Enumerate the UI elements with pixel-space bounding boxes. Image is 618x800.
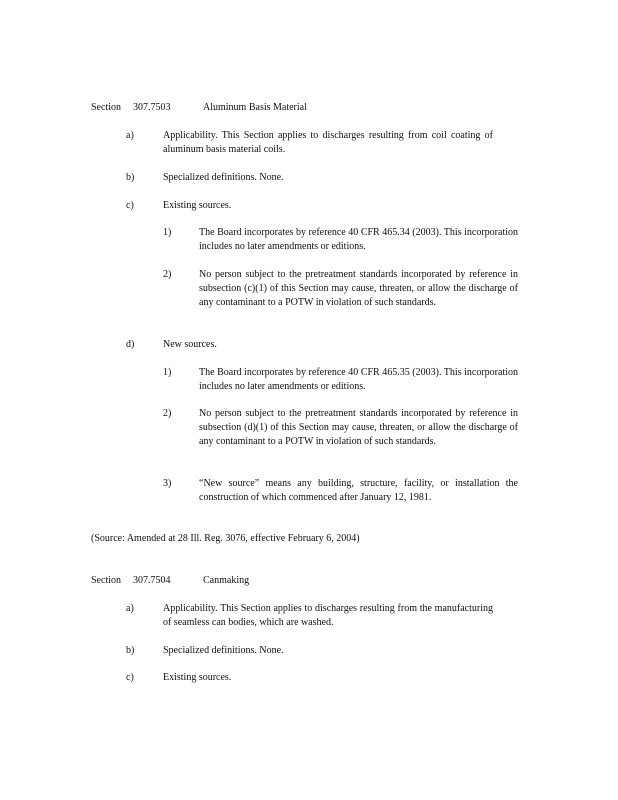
subsection-b-marker: b) [126,172,135,183]
canmaking-subsection-c-text: Existing sources. [163,672,232,683]
canmaking-subsection-a-marker: a) [126,603,134,614]
subsection-d3-text: “New source” means any building, structure, facility, or installation the construction of which commenced after January 12, 1981. [199,478,518,503]
subsection-d1-marker: 1) [163,367,172,378]
section-title: Aluminum Basis Material [203,102,307,113]
subsection-c1-text: The Board incorporates by reference 40 CFR 465.34 (2003). This incorporation includes no later amendments or editions. [199,227,518,252]
subsection-c-text: Existing sources. [163,200,232,211]
section-7504-heading [91,574,249,588]
subsection-c-marker: c) [126,200,134,211]
source-note: (Source: Amended at 28 Ill. Reg. 3076, effective February 6, 2004) [91,533,360,544]
subsection-a-marker: a) [126,130,134,141]
section-title: Canmaking [203,575,250,586]
subsection-d-marker: d) [126,339,135,350]
subsection-c1-marker: 1) [163,227,172,238]
canmaking-subsection-c-marker: c) [126,672,134,683]
subsection-b-text: Specialized definitions. None. [163,172,284,183]
subsection-a-text: Applicability. This Section applies to discharges resulting from coil coating of aluminum basis material coils. [163,130,493,155]
section-7503-heading [91,101,307,115]
section-number: 307.7503 [133,102,171,113]
subsection-d2-marker: 2) [163,408,172,419]
section-number: 307.7504 [133,575,171,586]
canmaking-subsection-a-text: Applicability. This Section applies to discharges resulting from the manufacturing of seamless can bodies, which are washed. [163,603,493,628]
subsection-d3-marker: 3) [163,478,172,489]
canmaking-subsection-b-marker: b) [126,645,135,656]
subsection-c2-marker: 2) [163,269,172,280]
subsection-d-text: New sources. [163,339,217,350]
section-label: Section [91,102,121,113]
section-label: Section [91,575,121,586]
subsection-d2-text: No person subject to the pretreatment standards incorporated by reference in subsection (d)(1) of this Section may cause, threaten, or allow the discharge of any contaminant to a POTW in violation of such standards. [199,408,518,447]
subsection-d1-text: The Board incorporates by reference 40 CFR 465.35 (2003). This incorporation includes no later amendments or editions. [199,367,518,392]
subsection-c2-text: No person subject to the pretreatment standards incorporated by reference in subsection (c)(1) of this Section may cause, threaten, or allow the discharge of any contaminant to a POTW in violation of such standards. [199,269,518,308]
canmaking-subsection-b-text: Specialized definitions. None. [163,645,284,656]
